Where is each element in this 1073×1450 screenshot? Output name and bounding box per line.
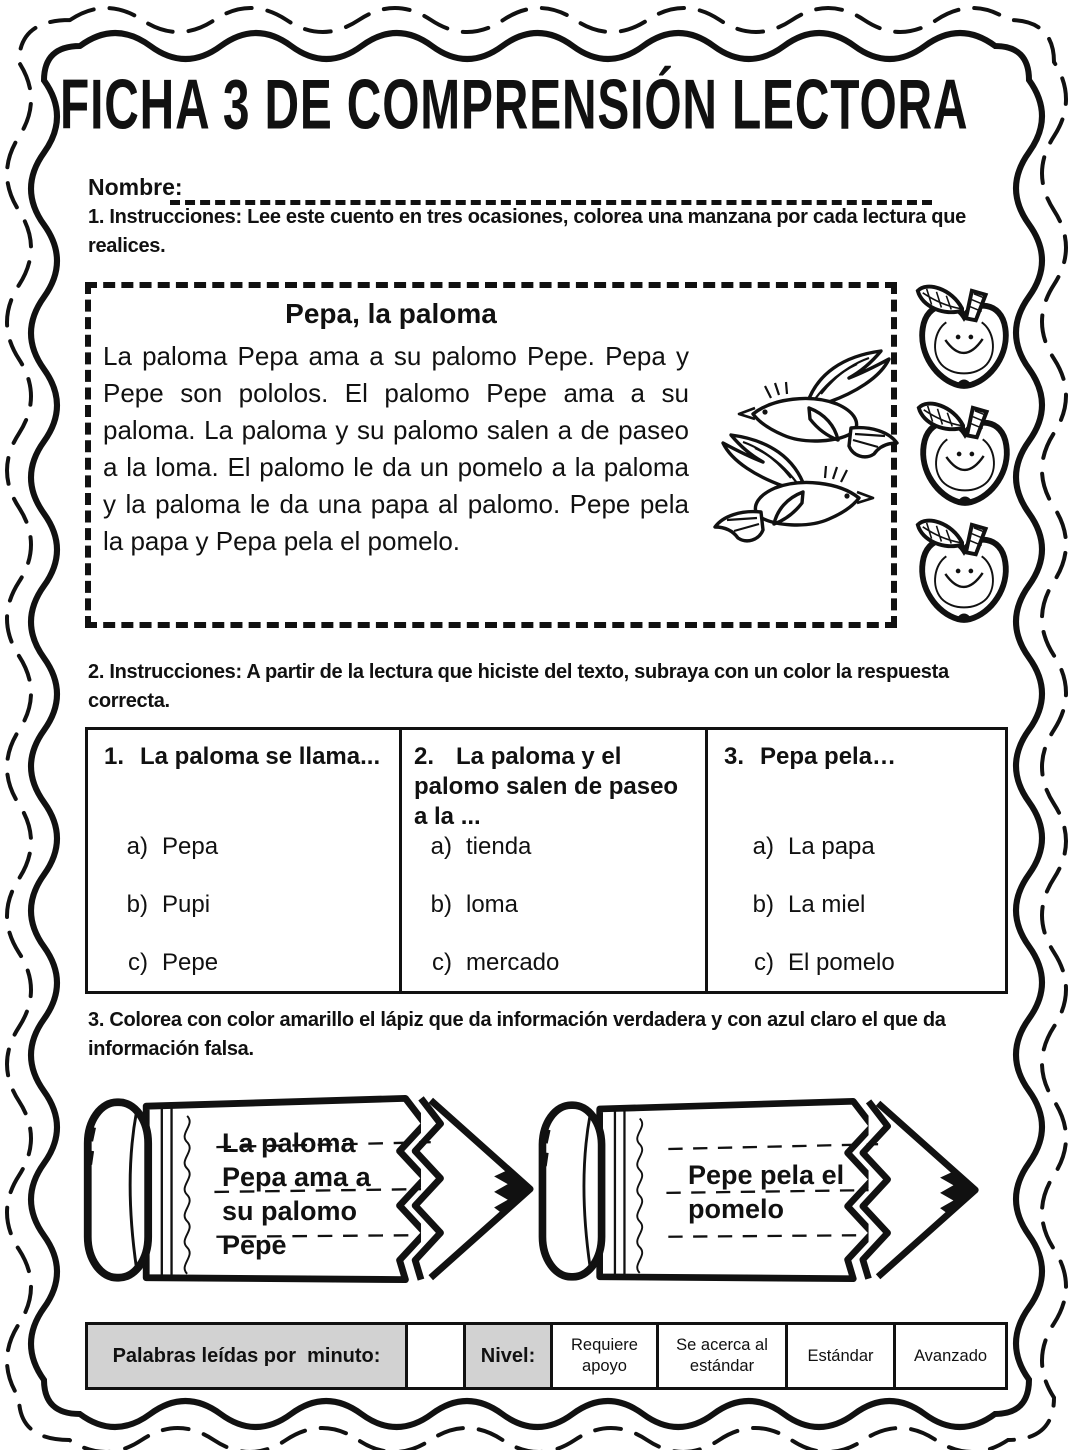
pencil-1-text: La paloma Pepa ama a su palomo Pepe: [222, 1128, 371, 1260]
option-letter: b): [126, 891, 148, 918]
level-label-cell: Nivel:: [463, 1325, 550, 1387]
answer-option[interactable]: [708, 891, 1005, 919]
option-text: Pepa: [162, 833, 219, 860]
page-title: FICHA 3 DE COMPRENSIÓN LECTORA: [60, 65, 969, 145]
name-label: Nombre:: [88, 174, 183, 200]
answer-option[interactable]: [402, 949, 705, 977]
level-se-acerca-al-estandar[interactable]: Se acerca al estándar: [656, 1325, 785, 1387]
question-prompt: La paloma y el palomo salen de paseo a la ...: [414, 743, 679, 830]
questions-table: [85, 727, 1008, 994]
question-number: 3.: [723, 743, 744, 770]
option-text: loma: [466, 891, 519, 918]
question-1-cell: [88, 730, 399, 991]
level-avanzado[interactable]: Avanzado: [893, 1325, 1005, 1387]
option-letter: c): [432, 949, 452, 976]
apples-to-color[interactable]: [912, 281, 1016, 631]
instruction-1: 1. Instrucciones: Lee este cuento en tres ocasiones, colorea una manzana por cada lectura que realices.: [88, 206, 966, 257]
fluency-table: [85, 1322, 1008, 1390]
pencil-2-text: Pepe pela el pomelo: [688, 1160, 845, 1224]
option-letter: a): [430, 833, 452, 860]
option-letter: b): [430, 891, 452, 918]
question-number: 1.: [103, 743, 124, 770]
wpm-value-cell[interactable]: [405, 1325, 463, 1387]
option-letter: b): [752, 891, 774, 918]
option-text: La papa: [788, 833, 875, 860]
name-blank-line[interactable]: [170, 172, 932, 205]
question-3-cell: [705, 730, 1005, 991]
wpm-label-cell: Palabras leídas por minuto:: [88, 1325, 405, 1387]
question-number: 2.: [414, 743, 435, 770]
instruction-2: 2. Instrucciones: A partir de la lectura que hiciste del texto, subraya con un color la respuesta correcta.: [88, 661, 949, 712]
answer-option[interactable]: [402, 891, 705, 919]
apple-icon[interactable]: [919, 404, 1007, 503]
level-estandar[interactable]: Estándar: [785, 1325, 893, 1387]
answer-option[interactable]: [708, 833, 1005, 861]
option-letter: a): [126, 833, 148, 860]
story-text: La paloma Pepa ama a su palomo Pepe. Pepa y Pepe son pololos. El palomo Pepe ama a su paloma. La paloma y su palomo salen a de paseo a la loma. El palomo le da un pomelo a la paloma y la paloma le da una papa al palomo. Pepe pela la papa y Pepa pela el pomelo.: [103, 341, 689, 556]
question-2-cell: [399, 730, 705, 991]
option-text: Pepe: [162, 949, 219, 976]
option-letter: a): [752, 833, 774, 860]
answer-option[interactable]: [402, 833, 705, 861]
apple-icon[interactable]: [918, 287, 1006, 386]
story-box: [85, 282, 897, 628]
option-text: La miel: [788, 891, 866, 918]
instruction-3: 3. Colorea con color amarillo el lápiz que da información verdadera y con azul claro el que da información falsa.: [88, 1009, 946, 1060]
option-text: mercado: [466, 949, 560, 976]
story-title: Pepa, la paloma: [285, 298, 497, 329]
option-letter: c): [128, 949, 148, 976]
answer-option[interactable]: [88, 949, 399, 977]
option-text: tienda: [466, 833, 532, 860]
answer-option[interactable]: [708, 949, 1005, 977]
apple-icon[interactable]: [918, 521, 1006, 620]
answer-option[interactable]: [88, 833, 399, 861]
level-requiere-apoyo[interactable]: Requiere apoyo: [550, 1325, 656, 1387]
question-prompt: Pepa pela…: [760, 743, 897, 770]
answer-option[interactable]: [88, 891, 399, 919]
option-text: El pomelo: [788, 949, 895, 976]
doves-illustration: [677, 320, 902, 570]
question-prompt: La paloma se llama...: [140, 743, 381, 770]
option-text: Pupi: [162, 891, 211, 918]
option-letter: c): [754, 949, 774, 976]
